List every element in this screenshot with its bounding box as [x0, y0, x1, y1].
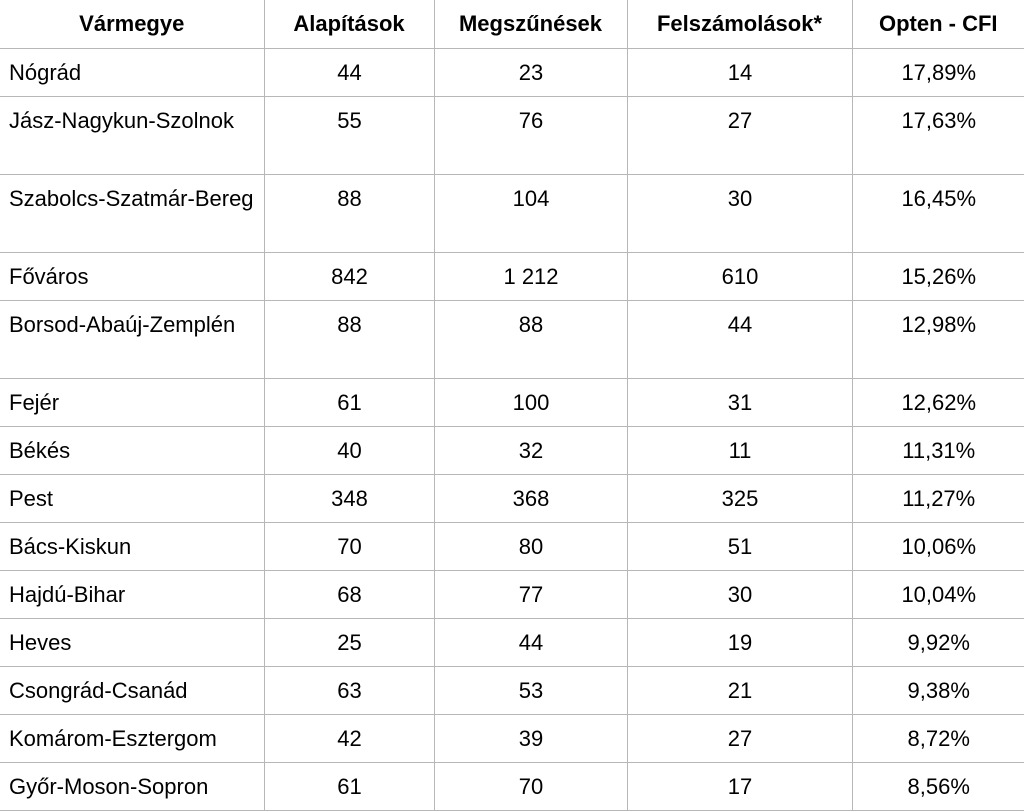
county-cell: Főváros	[0, 253, 264, 301]
county-cell: Heves	[0, 619, 264, 667]
county-cell: Fejér	[0, 379, 264, 427]
foundings-cell: 61	[264, 379, 434, 427]
table-row	[0, 571, 1024, 619]
county-cell: Hajdú-Bihar	[0, 571, 264, 619]
county-cell: Komárom-Esztergom	[0, 715, 264, 763]
closures-cell: 368	[434, 475, 627, 523]
closures-cell: 44	[434, 619, 627, 667]
closures-cell: 70	[434, 763, 627, 811]
liquidations-cell: 14	[627, 49, 852, 97]
cfi-cell: 12,98%	[852, 301, 1024, 379]
foundings-cell: 68	[264, 571, 434, 619]
county-cell: Győr-Moson-Sopron	[0, 763, 264, 811]
closures-cell: 32	[434, 427, 627, 475]
liquidations-cell: 17	[627, 763, 852, 811]
cfi-cell: 9,92%	[852, 619, 1024, 667]
table-row	[0, 715, 1024, 763]
liquidations-cell: 31	[627, 379, 852, 427]
header-row	[0, 0, 1024, 49]
table-row	[0, 175, 1024, 253]
cfi-cell: 17,89%	[852, 49, 1024, 97]
foundings-cell: 61	[264, 763, 434, 811]
closures-cell: 23	[434, 49, 627, 97]
foundings-cell: 42	[264, 715, 434, 763]
liquidations-cell: 27	[627, 97, 852, 175]
foundings-cell: 348	[264, 475, 434, 523]
table-row	[0, 379, 1024, 427]
table-row	[0, 763, 1024, 811]
cfi-cell: 10,06%	[852, 523, 1024, 571]
table-row	[0, 97, 1024, 175]
header-opten-cfi: Opten - CFI	[852, 0, 1024, 49]
liquidations-cell: 44	[627, 301, 852, 379]
header-county: Vármegye	[0, 0, 264, 49]
table-row	[0, 427, 1024, 475]
table-row	[0, 475, 1024, 523]
table-row	[0, 49, 1024, 97]
closures-cell: 100	[434, 379, 627, 427]
closures-cell: 39	[434, 715, 627, 763]
county-cell: Borsod-Abaúj-Zemplén	[0, 301, 264, 379]
closures-cell: 77	[434, 571, 627, 619]
county-cell: Csongrád-Csanád	[0, 667, 264, 715]
foundings-cell: 842	[264, 253, 434, 301]
liquidations-cell: 30	[627, 571, 852, 619]
cfi-cell: 11,27%	[852, 475, 1024, 523]
liquidations-cell: 19	[627, 619, 852, 667]
foundings-cell: 40	[264, 427, 434, 475]
cfi-cell: 11,31%	[852, 427, 1024, 475]
cfi-cell: 10,04%	[852, 571, 1024, 619]
liquidations-cell: 51	[627, 523, 852, 571]
foundings-cell: 44	[264, 49, 434, 97]
county-cell: Pest	[0, 475, 264, 523]
cfi-cell: 15,26%	[852, 253, 1024, 301]
cfi-cell: 12,62%	[852, 379, 1024, 427]
liquidations-cell: 21	[627, 667, 852, 715]
cfi-cell: 16,45%	[852, 175, 1024, 253]
cfi-cell: 8,56%	[852, 763, 1024, 811]
liquidations-cell: 30	[627, 175, 852, 253]
county-cell: Jász-Nagykun-Szolnok	[0, 97, 264, 175]
liquidations-cell: 325	[627, 475, 852, 523]
closures-cell: 53	[434, 667, 627, 715]
header-liquidations: Felszámolások*	[627, 0, 852, 49]
header-closures: Megszűnések	[434, 0, 627, 49]
county-cell: Szabolcs-Szatmár-Bereg	[0, 175, 264, 253]
closures-cell: 76	[434, 97, 627, 175]
table-row	[0, 619, 1024, 667]
closures-cell: 104	[434, 175, 627, 253]
foundings-cell: 63	[264, 667, 434, 715]
foundings-cell: 55	[264, 97, 434, 175]
header-foundings: Alapítások	[264, 0, 434, 49]
table-row	[0, 667, 1024, 715]
table-row	[0, 301, 1024, 379]
table-row	[0, 523, 1024, 571]
foundings-cell: 88	[264, 175, 434, 253]
closures-cell: 80	[434, 523, 627, 571]
closures-cell: 1 212	[434, 253, 627, 301]
county-cell: Bács-Kiskun	[0, 523, 264, 571]
cfi-cell: 17,63%	[852, 97, 1024, 175]
table-row	[0, 253, 1024, 301]
closures-cell: 88	[434, 301, 627, 379]
cfi-cell: 9,38%	[852, 667, 1024, 715]
liquidations-cell: 11	[627, 427, 852, 475]
liquidations-cell: 27	[627, 715, 852, 763]
foundings-cell: 25	[264, 619, 434, 667]
foundings-cell: 88	[264, 301, 434, 379]
county-cell: Békés	[0, 427, 264, 475]
county-cell: Nógrád	[0, 49, 264, 97]
cfi-cell: 8,72%	[852, 715, 1024, 763]
foundings-cell: 70	[264, 523, 434, 571]
liquidations-cell: 610	[627, 253, 852, 301]
